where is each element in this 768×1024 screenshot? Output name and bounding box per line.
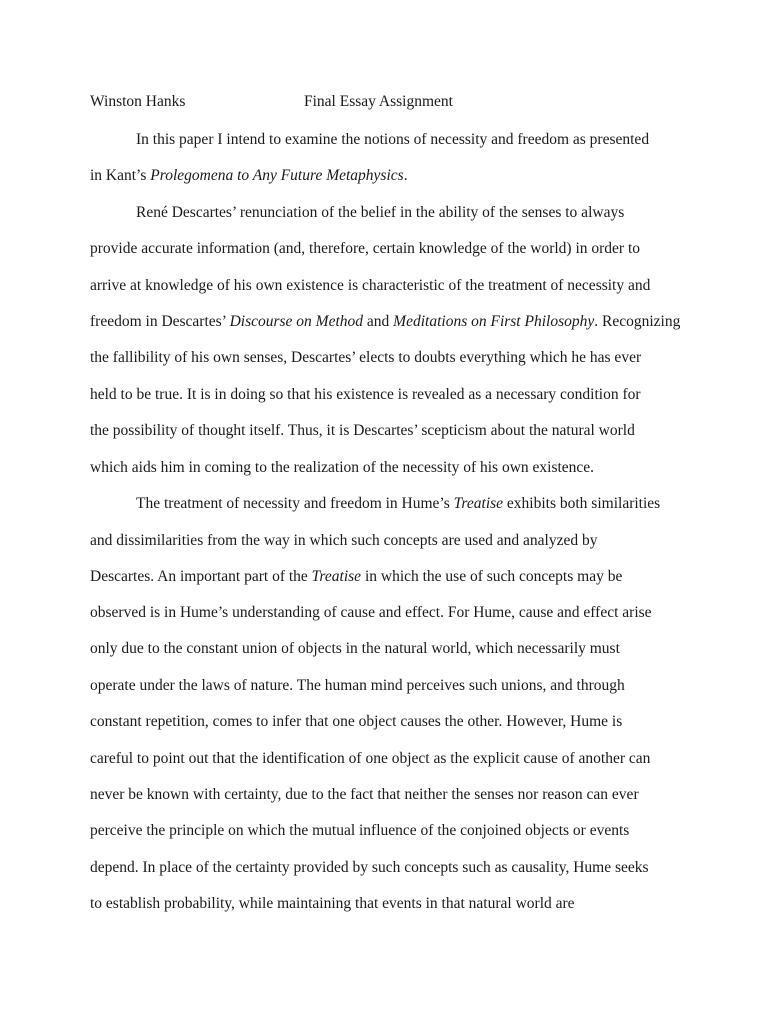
text-line	[136, 202, 624, 224]
text-line	[90, 275, 650, 297]
text-segment: to establish probability, while maintaining that events in that natural world are	[90, 895, 575, 912]
text-line	[136, 129, 649, 151]
text-line	[90, 820, 629, 842]
text-line	[90, 347, 641, 369]
text-line	[90, 566, 622, 588]
text-segment: only due to the constant union of objects in the natural world, which necessarily must	[90, 640, 620, 657]
text-segment: Descartes. An important part of the	[90, 568, 312, 585]
text-line	[90, 857, 649, 879]
text-line	[90, 893, 575, 915]
italic-title: Discourse on Method	[229, 313, 364, 330]
text-segment: the possibility of thought itself. Thus, it is Descartes’ scepticism about the natural world	[90, 422, 635, 439]
text-line	[90, 165, 408, 187]
text-line	[90, 748, 650, 770]
text-segment: René Descartes’ renunciation of the belief in the ability of the senses to always	[136, 204, 625, 221]
italic-title: Prolegomena to Any Future Metaphysics	[150, 167, 404, 184]
text-segment: in which the use of such concepts may be	[361, 568, 623, 585]
text-segment: and	[363, 313, 394, 330]
italic-title: Meditations on First Philosophy	[393, 313, 595, 330]
text-segment: provide accurate information (and, therefore, certain knowledge of the world) in order to	[90, 240, 641, 257]
text-segment: which aids him in coming to the realization of the necessity of his own existence.	[90, 459, 595, 476]
text-segment: perceive the principle on which the mutual influence of the conjoined objects or events	[90, 822, 630, 839]
text-segment: observed is in Hume’s understanding of cause and effect. For Hume, cause and effect arise	[90, 604, 652, 621]
text-segment: exhibits both similarities	[503, 495, 661, 512]
text-segment: The treatment of necessity and freedom in Hume’s	[136, 495, 454, 512]
text-line	[90, 711, 622, 733]
text-line	[136, 493, 660, 515]
text-segment: in Kant’s	[90, 167, 151, 184]
text-segment: held to be true. It is in doing so that his existence is revealed as a necessary condition for	[90, 386, 641, 403]
italic-title: Treatise	[453, 495, 504, 512]
text-segment: constant repetition, comes to infer that one object causes the other. However, Hume is	[90, 713, 623, 730]
text-segment: .	[403, 167, 408, 184]
text-segment: In this paper I intend to examine the notions of necessity and freedom as presented	[136, 131, 650, 148]
text-segment: and dissimilarities from the way in which such concepts are used and analyzed by	[90, 532, 598, 549]
text-line	[90, 530, 597, 552]
text-line	[90, 784, 639, 806]
text-segment: never be known with certainty, due to the fact that neither the senses nor reason can ever	[90, 786, 639, 803]
text-segment: the fallibility of his own senses, Descartes’ elects to doubts everything which he has ever	[90, 349, 642, 366]
text-segment: . Recognizing	[594, 313, 681, 330]
text-segment: arrive at knowledge of his own existence is characteristic of the treatment of necessity and	[90, 277, 651, 294]
author-name: Winston Hanks	[90, 93, 186, 110]
text-segment: operate under the laws of nature. The human mind perceives such unions, and through	[90, 677, 625, 694]
italic-title: Treatise	[311, 568, 362, 585]
text-segment: careful to point out that the identification of one object as the explicit cause of another can	[90, 750, 651, 767]
text-line	[90, 675, 625, 697]
text-line	[90, 238, 640, 260]
document-title: Final Essay Assignment	[304, 93, 453, 110]
text-line	[90, 602, 652, 624]
text-line	[90, 638, 620, 660]
text-line	[90, 457, 594, 479]
header	[90, 91, 453, 113]
text-line	[90, 420, 635, 442]
text-line	[90, 384, 641, 406]
text-segment: depend. In place of the certainty provided by such concepts such as causality, Hume seeks	[90, 859, 649, 876]
text-line	[90, 311, 680, 333]
text-segment: freedom in Descartes’	[90, 313, 230, 330]
